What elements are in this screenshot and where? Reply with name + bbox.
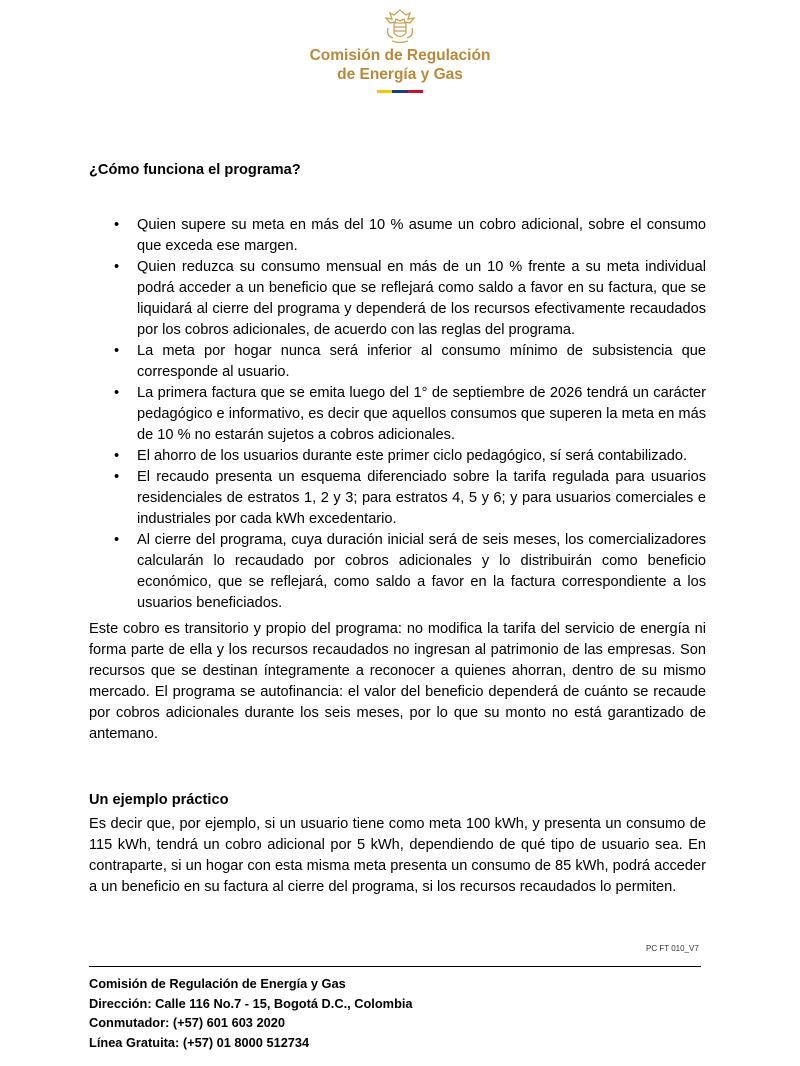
- page-header: [0, 6, 800, 93]
- list-item: • El recaudo presenta un esquema diferenciado sobre la tarifa regulada para usuarios residenciales de estratos 1, 2 y 3; para estratos 4, 5 y 6; y para usuarios comerciales e industriales por cada kWh excedentario.: [114, 469, 706, 527]
- bullet-icon: •: [114, 343, 120, 359]
- bullet-icon: •: [114, 385, 120, 401]
- footer-address: Dirección: Calle 116 No.7 - 15, Bogotá D.C., Colombia: [89, 995, 413, 1011]
- list-item: • La primera factura que se emita luego del 1° de septiembre de 2026 tendrá un carácter pedagógico e informativo, es decir que aquellos consumos que superen la meta en más de 10 % no estarán sujetos a cobros adicionales.: [114, 385, 706, 443]
- bullet-icon: •: [114, 532, 120, 548]
- bullet-icon: •: [114, 259, 120, 275]
- section-heading-example: Un ejemplo práctico: [89, 792, 229, 808]
- org-name-line1: Comisión de Regulación: [309, 47, 491, 64]
- bullet-icon: •: [114, 448, 120, 464]
- footer-switchboard: Conmutador: (+57) 601 603 2020: [89, 1015, 285, 1030]
- list-item: • Quien supere su meta en más del 10 % asume un cobro adicional, sobre el consumo que exceda ese margen.: [114, 217, 706, 254]
- list-item: • La meta por hogar nunca será inferior al consumo mínimo de subsistencia que corresponde al usuario.: [114, 343, 706, 380]
- document-body: [89, 160, 706, 898]
- bullet-list: [89, 215, 706, 614]
- footer-toll-free: Línea Gratuita: (+57) 01 8000 512734: [89, 1034, 310, 1050]
- coat-of-arms-seal-icon: [380, 6, 420, 46]
- bullet-icon: •: [114, 469, 120, 485]
- example-paragraph: Es decir que, por ejemplo, si un usuario tiene como meta 100 kWh, y presenta un consumo de 115 kWh, tendrá un cobro adicional por 5 kWh, dependiendo de qué tipo de usuario sea. En contraparte, si un hogar con esta misma meta presenta un consumo de 85 kWh, podrá acceder a un beneficio en su factura al cierre del programa, si los recursos recaudados lo permiten.: [89, 816, 706, 895]
- bullet-icon: •: [114, 217, 120, 233]
- list-item: • Quien reduzca su consumo mensual en más de un 10 % frente a su meta individual podrá acceder a un beneficio que se reflejará como saldo a favor en su factura, que se liquidará al cierre del programa y dependerá de los recursos efectivamente recaudados por los cobros adicionales, de acuerdo con las reglas del programa.: [114, 259, 706, 338]
- program-paragraph: Este cobro es transitorio y propio del programa: no modifica la tarifa del servicio de energía ni forma parte de ella y los recursos recaudados no ingresan al patrimonio de las empresas. Son recursos que se destinan íntegramente a reconocer a quienes ahorran, dentro de su mismo mercado. El programa se autofinancia: el valor del beneficio dependerá de cuánto se recaude por cobros adicionales durante los seis meses, por lo que su monto no está garantizado de antemano.: [89, 621, 706, 742]
- list-item: • El ahorro de los usuarios durante este primer ciclo pedagógico, sí será contabilizado.: [89, 446, 706, 467]
- section-heading-how-it-works: ¿Cómo funciona el programa?: [89, 162, 301, 178]
- list-item: • Al cierre del programa, cuya duración inicial será de seis meses, los comercializadores calcularán lo recaudado por cobros adicionales y lo distribuirán como beneficio económico, que se reflejará, como saldo a favor en la factura correspondiente a los usuarios beneficiados.: [114, 532, 706, 611]
- page-footer: [89, 974, 413, 1052]
- footer-divider: [89, 966, 701, 967]
- org-name-line2: de Energía y Gas: [337, 66, 463, 83]
- footer-org-name: Comisión de Regulación de Energía y Gas: [89, 976, 346, 991]
- form-code: PC FT 010_V7: [646, 944, 699, 953]
- colombia-flag-stripe: [377, 90, 423, 93]
